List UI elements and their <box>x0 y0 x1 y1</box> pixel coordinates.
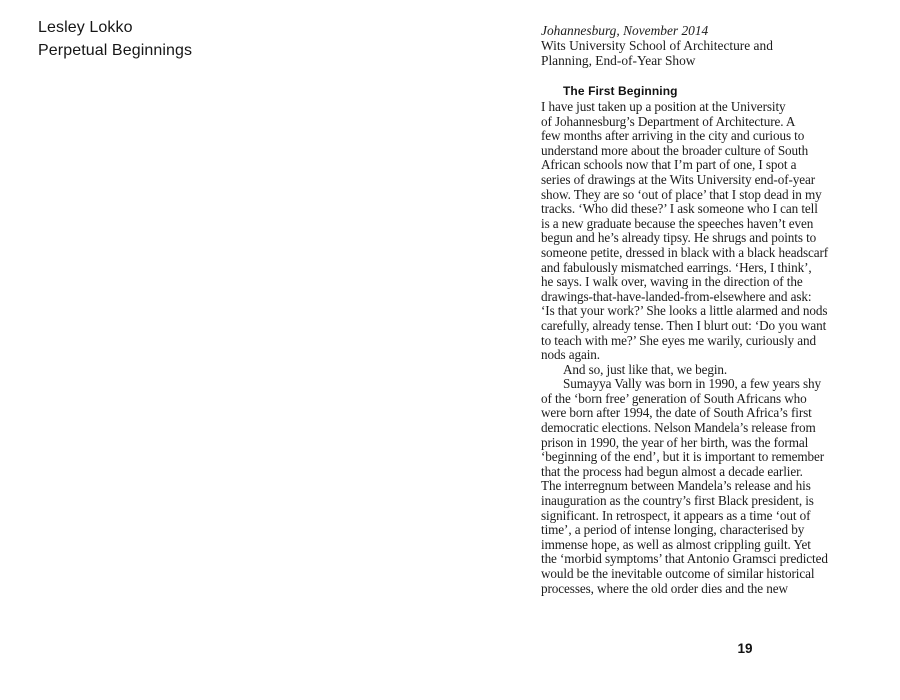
text-line: inauguration as the country’s first Black president, is <box>541 493 814 509</box>
text-line: is a new graduate because the speeches haven’t even <box>541 215 814 231</box>
text-line: were born after 1994, the date of South Africa’s first <box>541 405 812 421</box>
essay-body <box>541 100 886 596</box>
text-line: Sumayya Vally was born in 1990, a few years shy <box>563 376 822 392</box>
text-line: series of drawings at the Wits University end-of-year <box>541 171 816 187</box>
text-line: of Johannesburg’s Department of Architecture. A <box>541 113 796 129</box>
chapter-title: Perpetual Beginnings <box>38 41 193 59</box>
venue-line-2: Planning, End-of-Year Show <box>541 53 696 68</box>
text-line: to teach with me?’ She eyes me warily, curiously and <box>541 332 816 348</box>
text-line: And so, just like that, we begin. <box>563 361 728 377</box>
text-line: someone petite, dressed in black with a black headscarf <box>541 244 829 260</box>
text-line: prison in 1990, the year of her birth, was the formal <box>541 434 809 450</box>
text-line: time’, a period of intense longing, characterised by <box>541 522 805 538</box>
text-line: tracks. ‘Who did these?’ I ask someone who I can tell <box>541 201 818 217</box>
text-line: The interregnum between Mandela’s release and his <box>541 478 811 494</box>
text-line: and fabulously mismatched earrings. ‘Hers, I think’, <box>541 259 812 275</box>
text-line: significant. In retrospect, it appears as a time ‘out of <box>541 507 811 523</box>
text-line: processes, where the old order dies and the new <box>541 580 788 596</box>
text-line: immense hope, as well as almost crippling guilt. Yet <box>541 536 811 552</box>
essay-column <box>541 23 886 596</box>
text-line: democratic elections. Nelson Mandela’s release from <box>541 420 816 436</box>
section-heading: The First Beginning <box>563 84 678 98</box>
text-line: I have just taken up a position at the University <box>541 99 786 114</box>
venue-line-1: Wits University School of Architecture and <box>541 38 773 53</box>
dateline: Johannesburg, November 2014 <box>541 23 709 38</box>
text-line: African schools now that I’m part of one, I spot a <box>541 157 797 173</box>
text-line: show. They are so ‘out of place’ that I stop dead in my <box>541 186 822 202</box>
text-line: the ‘morbid symptoms’ that Antonio Gramsci predicted <box>541 551 828 567</box>
text-line: he says. I walk over, waving in the direction of the <box>541 274 803 290</box>
text-line: ‘beginning of the end’, but it is important to remember <box>541 449 825 465</box>
text-line: of the ‘born free’ generation of South Africans who <box>541 390 807 406</box>
text-line: ‘Is that your work?’ She looks a little alarmed and nods <box>541 303 828 319</box>
author-name: Lesley Lokko <box>38 19 133 36</box>
text-line: nods again. <box>541 347 600 363</box>
chapter-header <box>38 17 192 62</box>
text-line: begun and he’s already tipsy. He shrugs and points to <box>541 230 817 246</box>
text-line: few months after arriving in the city and curious to <box>541 128 805 144</box>
text-line: carefully, already tense. Then I blurt out: ‘Do you want <box>541 317 827 333</box>
text-line: drawings-that-have-landed-from-elsewhere and ask: <box>541 288 812 304</box>
page-number: 19 <box>737 641 753 656</box>
text-line: that the process had begun almost a decade earlier. <box>541 463 803 479</box>
text-line: would be the inevitable outcome of similar historical <box>541 566 815 581</box>
text-line: understand more about the broader culture of South <box>541 142 809 158</box>
